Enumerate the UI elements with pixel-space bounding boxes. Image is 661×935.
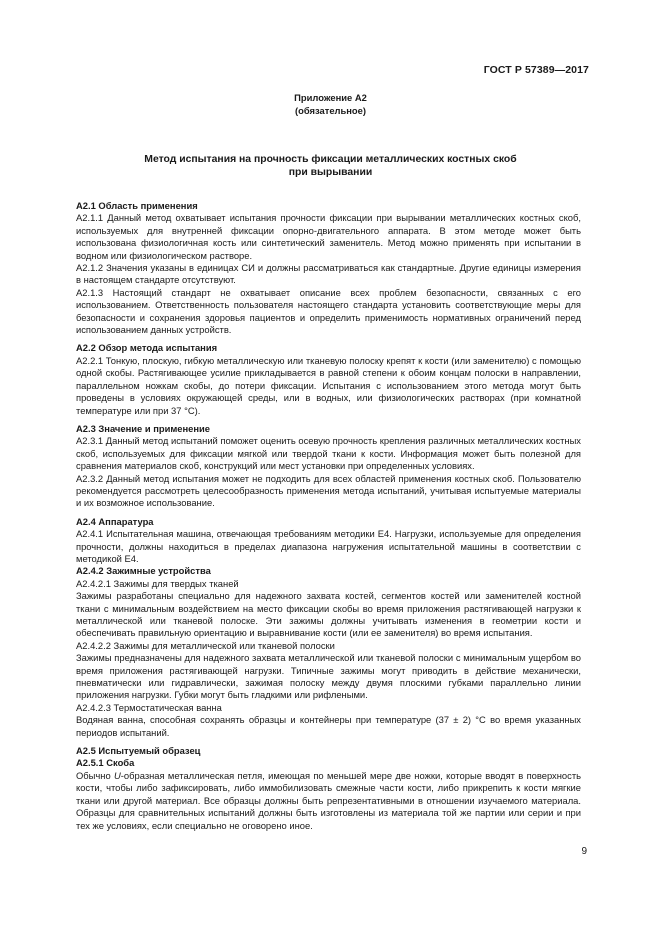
section-heading-a2-3: А2.3 Значение и применение <box>76 422 211 434</box>
document-body <box>76 200 581 832</box>
item-title-a2-4-2-3: А2.4.2.3 Термостатическая ванна <box>76 701 222 713</box>
item-title-a2-4-2-1: А2.4.2.1 Зажимы для твердых тканей <box>76 577 239 589</box>
paragraph-a2-3-2: А2.3.2 Данный метод испытания может не подходить для всех областей применения костных скоб. Пользователю рекомендуется рассмотреть целесообразность применения метода испытаний, учитывая испытуемые материалы и их возможное использование. <box>76 472 581 509</box>
paragraph-a2-5-1-start: Обычно <box>76 769 115 781</box>
section-heading-a2-4: А2.4 Аппаратура <box>76 515 154 527</box>
page-number: 9 <box>581 846 587 857</box>
annex-status: (обязательное) <box>295 104 366 116</box>
section-heading-a2-5: А2.5 Испытуемый образец <box>76 745 201 757</box>
title-line-1: Метод испытания на прочность фиксации металлических костных скоб <box>144 154 517 165</box>
title-line-2: при вырывании <box>288 167 373 178</box>
paragraph-a2-2-1: А2.2.1 Тонкую, плоскую, гибкую металлическую или тканевую полоску крепят к кости (или заменителю) с помощью одной скобы. Растягивающее усилие прикладывается в равной степени к обоим концам полоски в направлении, параллельном ножкам скобы, до потери фиксации. Испытания с использованием этого метода могут быть проведены в условиях окружающей среды, или в водных, или физиологических растворах (при комнатной температуре или при 37 °С). <box>76 354 581 416</box>
paragraph-a2-3-1: А2.3.1 Данный метод испытаний поможет оценить осевую прочность крепления различных металлических костных скоб, используемых для фиксации мягкой или твердой ткани к кости. Информация может быть полезной для сравнения материалов скоб, конструкций или мест установки при определенных условиях. <box>76 435 581 472</box>
paragraph-a2-1-3: А2.1.3 Настоящий стандарт не охватывает описание всех проблем безопасности, связанных с его использованием. Ответственность пользователя настоящего стандарта установить соответствующие меры для безопасности и сохранения здоровья пациентов и определить применимость нормативных ограничений перед использованием данных устройств. <box>76 286 581 336</box>
item-title-a2-4-2-2: А2.4.2.2 Зажимы для металлической или тканевой полоски <box>76 639 335 651</box>
paragraph-a2-4-2-2: Зажимы предназначены для надежного захвата металлической или тканевой полоски с минимальным ущербом во время приложения растягивающей нагрузки. Типичные зажимы могут приводить в действие механически, пневматически или гидравлически, зажимая полоску между двумя плоскими губками параллельно линии приложения нагрузки. Губки могут быть гладкими или рифлеными. <box>76 652 581 701</box>
annex-label: Приложение А2 <box>294 92 367 103</box>
paragraph-a2-1-2: А2.1.2 Значения указаны в единицах СИ и должны рассматриваться как стандартные. Другие единицы измерения в настоящем стандарте отсутствуют. <box>76 262 581 286</box>
paragraph-a2-5-1 <box>76 770 581 832</box>
paragraph-a2-4-2-1: Зажимы разработаны специально для надежного захвата костей, сегментов костей или заменителей костной ткани с минимальным воздействием на место фиксации скобы во время приложения растягивающей нагрузки к металлической или тканевой полоске. Эти зажимы должны учитывать изменения в геометрии кости и обеспечивать правильную ориентацию и выравнивание кости (или ее заменителя) во время испытания. <box>76 590 581 639</box>
subheading-a2-4-2: А2.4.2 Зажимные устройства <box>76 565 211 577</box>
document-title <box>0 153 661 179</box>
standard-code: ГОСТ Р 57389—2017 <box>483 64 589 76</box>
paragraph-a2-4-1: А2.4.1 Испытательная машина, отвечающая требованиям методики Е4. Нагрузки, используемые для определения прочности, должны находиться в пределах диапазона нагружения испытательной машины в соответствии с методикой Е4. <box>76 528 581 564</box>
paragraph-a2-1-1: А2.1.1 Данный метод охватывает испытания прочности фиксации при вырывании металлических костных скоб, используемых для внутренней фиксации опорно-двигательного аппарата. В этом методе может быть использована физиологичная кость или синтетический заменитель. Метод можно применять при испытании в водном или физиологическом растворе. <box>76 212 581 261</box>
subheading-a2-5-1: А2.5.1 Скоба <box>76 757 135 769</box>
annex-heading <box>0 92 661 117</box>
paragraph-a2-4-2-3: Водяная ванна, способная сохранять образцы и контейнеры при температуре (37 ± 2) °С во время указанных периодов испытаний. <box>76 714 581 738</box>
section-heading-a2-1: А2.1 Область применения <box>76 200 198 211</box>
paragraph-a2-5-1-italic: U <box>114 769 121 781</box>
section-heading-a2-2: А2.2 Обзор метода испытания <box>76 342 218 354</box>
paragraph-a2-5-1-rest: -образная металлическая петля, имеющая по меньшей мере две ножки, которые вводят в поверхность кости, чтобы либо зафиксировать, либо иммобилизовать смежные части кости, либо прикрепить к кости мягкие ткани или другой материал. Все образцы должны быть репрезентативными в отношении изучаемого материала. Образцы для сравнительных испытаний должны быть изготовлены из материала той же партии или серии и при тех же условиях, если специально не оговорено иное. <box>76 769 582 831</box>
